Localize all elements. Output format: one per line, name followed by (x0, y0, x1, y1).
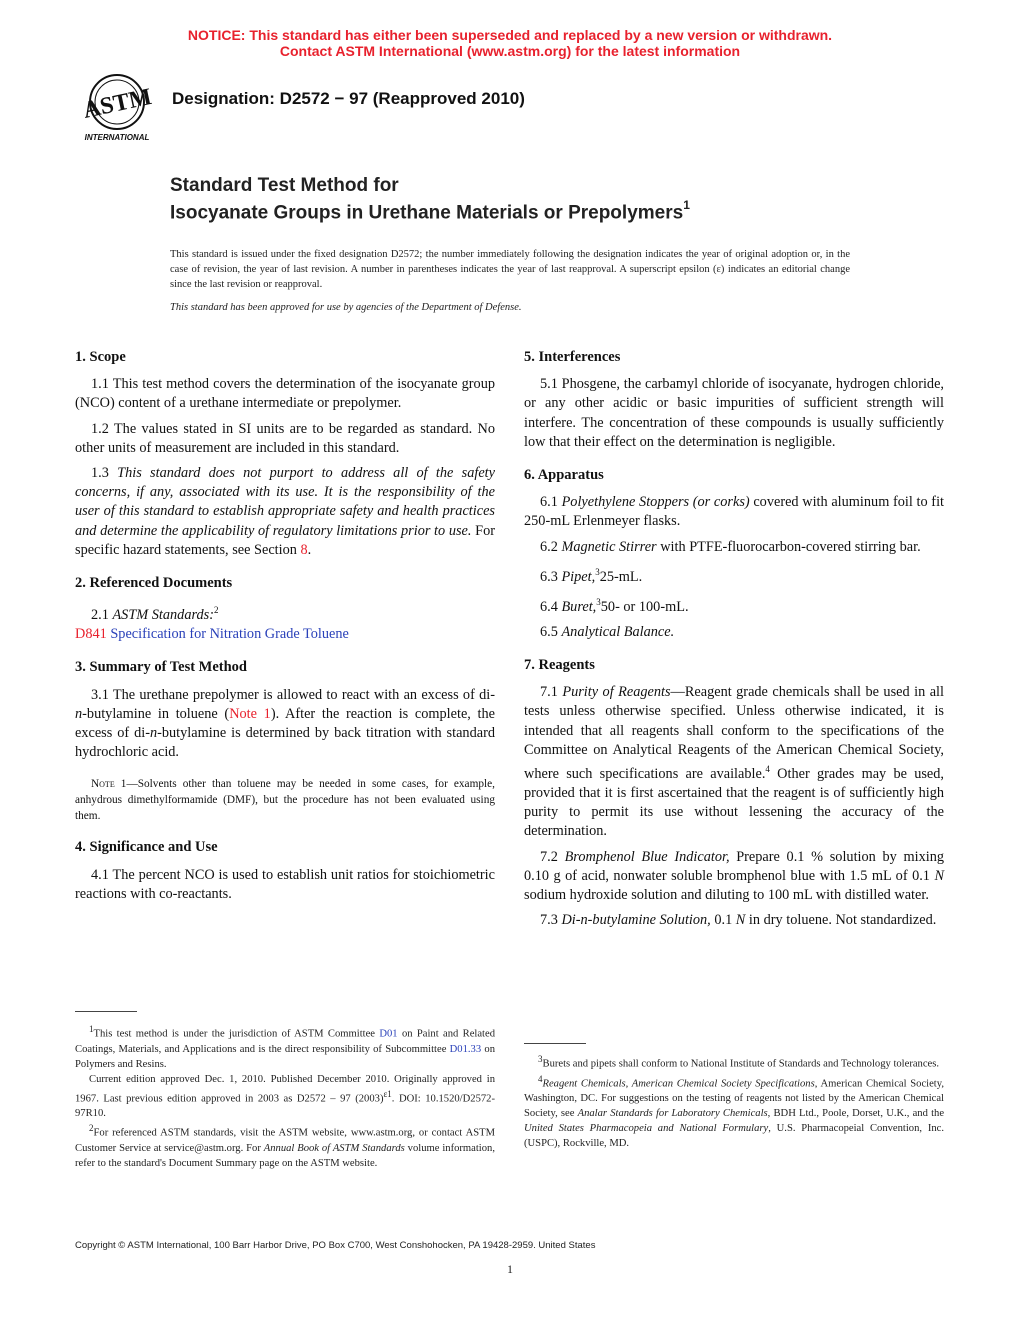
note-text: —Solvents other than toluene may be needed in some cases, for example, anhydrous dimethylformamide (DMF), but the procedure has not been evaluated using them. (75, 778, 495, 823)
notice-line-1: NOTICE: This standard has either been superseded and replaced by a new version or withdrawn. (187, 27, 833, 43)
footnote-rule-right (524, 1043, 586, 1044)
text: This test method is under the jurisdiction of ASTM Committee (93, 1028, 380, 1040)
footnote-ref: 3 (595, 566, 600, 577)
item-name: Polyethylene Stoppers (or corks) (561, 494, 750, 511)
apparatus-item (524, 593, 944, 617)
left-column (75, 348, 495, 904)
item-num: 6.2 (540, 538, 558, 555)
section-heading-significance: 4. Significance and Use (75, 839, 218, 856)
text: , American Chemical Society, Washington, DC. For suggestions on the testing of reagents not listed by the American Chemical Society, see (524, 1078, 944, 1120)
footnote-2 (75, 1121, 495, 1171)
footnote-num: 4 (538, 1073, 543, 1084)
para-end: . (307, 541, 312, 558)
footnote-num: 1 (89, 1024, 94, 1034)
text: volume information, refer to the standard's Document Summary page on the ASTM website. (75, 1142, 495, 1169)
item-num: 6.1 (540, 494, 558, 511)
footnote-rule-left (75, 1011, 137, 1012)
item-name: Di-n-butylamine Solution, (561, 912, 711, 929)
para-num: 2.1 (91, 607, 109, 623)
astm-standards-label: ASTM Standards: (112, 607, 214, 623)
footnote-1-edition (75, 1072, 495, 1122)
text: Current edition approved Dec. 1, 2010. Published December 2010. Originally approved in 1967. Last previous edition approved in 2003 as D2572 – 97 (2003) (75, 1073, 495, 1105)
section-8-link[interactable]: 8 (300, 541, 308, 558)
footnotes-left (75, 1022, 495, 1171)
para-2-1 (75, 601, 495, 625)
safety-statement: This standard does not purport to address all of the safety concerns, if any, associated with its use. It is the responsibility of the user of this standard to establish appropriate safety and health practices and determine the applicability of regulatory limitations prior to use. (75, 465, 495, 539)
svg-text:ASTM: ASTM (80, 84, 155, 124)
title-line-2 (170, 200, 690, 224)
epsilon-mark: ε1 (383, 1088, 392, 1099)
page-number: 1 (507, 1262, 513, 1276)
apparatus-item (524, 563, 944, 587)
item-name: Buret, (561, 598, 597, 615)
footnote-num: 2 (89, 1123, 94, 1134)
text: in dry toluene. Not standardized. (745, 912, 937, 929)
item-text: with PTFE-fluorocarbon-covered stirring bar. (656, 538, 921, 555)
copyright: Copyright © ASTM International, 100 Barr Harbor Drive, PO Box C700, West Conshohocken, PA 19428-2959. United States (75, 1240, 596, 1251)
text: -butylamine is determined by back titration with standard hydrochloric acid. (75, 725, 495, 761)
text: on Paint and Related Coatings, Materials, and Applications and is the direct responsibility of Subcommittee (75, 1028, 495, 1055)
doc-code-link[interactable]: D841 (75, 626, 107, 643)
footnote-ref: 4 (765, 763, 770, 774)
text: Analar Standards for Laboratory Chemicals (577, 1108, 768, 1120)
text: sodium hydroxide solution and diluting to 100 mL with distilled water. (524, 886, 929, 903)
item-name: Purity of Reagents (562, 684, 671, 701)
footnote-ref: 2 (214, 605, 219, 616)
text: 0.1 (710, 912, 736, 929)
svg-text:INTERNATIONAL: INTERNATIONAL (84, 133, 150, 142)
text: ). After the reaction is complete, the excess of di- (75, 705, 495, 742)
notice-line-2: Contact ASTM International (www.astm.org) for the latest information (279, 43, 741, 59)
text: 3.1 The urethane prepolymer is allowed to react with an excess of di- (91, 686, 495, 703)
para-7-1 (524, 683, 944, 841)
para-7-3 (524, 911, 944, 930)
text: Other grades may be used, provided that it is first ascertained that the reagent is of sufficiently high purity to permit its use without lessening the accuracy of the determination. (524, 765, 944, 840)
footnote-4 (524, 1072, 944, 1152)
text: Annual Book of ASTM Standards (263, 1142, 405, 1154)
astm-logo (72, 72, 162, 144)
d01-link[interactable]: D01 (379, 1028, 398, 1040)
section-heading-summary: 3. Summary of Test Method (75, 659, 247, 676)
text: United States Pharmacopeia and National Formulary (524, 1123, 769, 1135)
item-name: Bromphenol Blue Indicator, (564, 848, 730, 865)
para-5-1: 5.1 Phosgene, the carbamyl chloride of isocyanate, hydrogen chloride, or any other acidic or basic impurities of sufficient strength will interfere. The concentration of these compounds is usually sufficiently low that their effect on the determination is negligible. (524, 376, 944, 450)
text: , U.S. Pharmacopeial Convention, Inc. (USPC), Rockville, MD. (524, 1123, 944, 1150)
item-num: 6.4 (540, 598, 558, 615)
para-num: 7.1 (540, 684, 558, 701)
note-1-link[interactable]: Note 1 (229, 705, 271, 722)
footnotes-right (524, 1052, 944, 1151)
text: —Reagent grade chemicals shall be used in all tests unless otherwise specified. Unless otherwise indicated, it is intended that all reagents shall conform to the specifications of the Committee on Analytical Reagents of the American Chemical Society, where such specifications are available. (524, 684, 944, 782)
d01-33-link[interactable]: D01.33 (449, 1043, 482, 1055)
para-3-1 (75, 686, 495, 763)
para-num: 7.2 (540, 848, 558, 865)
para-num: 7.3 (540, 912, 558, 929)
para-1-1: 1.1 This test method covers the determination of the isocyanate group (NCO) content of a urethane intermediate or prepolymer. (75, 376, 495, 412)
text: Burets and pipets shall conform to National Institute of Standards and Technology tolerances. (542, 1058, 940, 1070)
title-line-1: Standard Test Method for (170, 175, 399, 196)
para-4-1: 4.1 The percent NCO is used to establish unit ratios for stoichiometric reactions with co-reactants. (75, 866, 495, 902)
referenced-doc (75, 625, 495, 644)
text: Prepare 0.1 % solution by mixing 0.10 g of acid, nonwater soluble bromphenol blue with 1.5 mL of 0.1 (524, 848, 944, 884)
title-text: Isocyanate Groups in Urethane Materials or Prepolymers (170, 202, 684, 224)
section-heading-scope: 1. Scope (75, 349, 126, 365)
item-text: covered with aluminum foil to fit 250-mL Erlenmeyer flasks. (524, 494, 945, 530)
footnote-ref: 3 (596, 596, 601, 607)
item-num: 6.5 (540, 623, 558, 640)
item-name: Analytical Balance. (561, 623, 675, 640)
right-column (524, 348, 944, 930)
para-text: For specific hazard statements, see Section (75, 522, 495, 558)
text: n (75, 705, 83, 722)
note-label: Note 1 (91, 778, 127, 791)
item-text: 25-mL. (599, 568, 643, 585)
section-heading-apparatus: 6. Apparatus (524, 467, 604, 484)
footnote-3 (524, 1052, 944, 1072)
para-1-3 (75, 464, 495, 560)
issue-note: This standard is issued under the fixed designation D2572; the number immediately following the designation indicates the year of original adoption or, in the case of revision, the year of last revision. A number in parentheses indicates the year of last reapproval. A superscript epsilon (ε) indicates an editorial change since the last revision or reapproval. (170, 249, 850, 290)
text: Reagent Chemicals, American Chemical Society Specifications (542, 1078, 815, 1090)
designation: Designation: D2572 − 97 (Reapproved 2010) (172, 89, 525, 108)
apparatus-item (524, 493, 944, 531)
item-name: Pipet, (561, 568, 596, 585)
footnote-1 (75, 1022, 495, 1072)
section-heading-referenced: 2. Referenced Documents (75, 575, 233, 592)
item-name: Magnetic Stirrer (561, 538, 657, 555)
item-text: 50- or 100-mL. (600, 598, 689, 615)
title-footnote-mark: 1 (683, 198, 690, 212)
para-7-2 (524, 848, 944, 906)
apparatus-item (524, 623, 944, 642)
dod-note: This standard has been approved for use by agencies of the Department of Defense. (170, 302, 522, 313)
section-heading-interferences: 5. Interferences (524, 349, 621, 365)
para-1-2: 1.2 The values stated in SI units are to be regarded as standard. No other units of measurement are included in this standard. (75, 420, 495, 456)
section-heading-reagents: 7. Reagents (524, 656, 595, 673)
text: . DOI: 10.1520/D2572-97R10. (75, 1093, 495, 1120)
text: -butylamine in toluene ( (82, 705, 230, 722)
text: , BDH Ltd., Poole, Dorset, U.K., and the (767, 1108, 945, 1120)
text: For referenced ASTM standards, visit the ASTM website, www.astm.org, or contact ASTM Customer Service at service@astm.org. For (75, 1127, 495, 1154)
note-1 (75, 776, 495, 824)
text: on Polymers and Resins. (75, 1043, 495, 1070)
doc-title-link[interactable]: Specification for Nitration Grade Toluene (110, 626, 349, 643)
text: N (735, 912, 746, 929)
para-num: 1.3 (91, 465, 109, 482)
text: n (149, 725, 158, 742)
footnote-num: 3 (538, 1054, 543, 1064)
apparatus-item (524, 538, 944, 557)
item-num: 6.3 (540, 568, 558, 585)
text: N (934, 867, 944, 884)
